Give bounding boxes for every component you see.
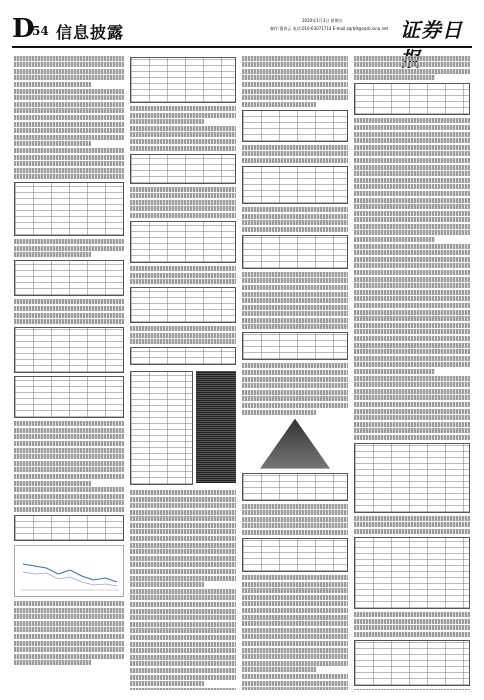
text-line: [242, 681, 348, 686]
text-line: [130, 628, 236, 633]
table: [130, 154, 236, 184]
section-title: 信息披露: [56, 23, 125, 42]
text-line: [14, 601, 124, 606]
text-line: [242, 305, 348, 310]
text-line: [354, 224, 470, 229]
text-line: [130, 187, 236, 192]
text-line: [130, 688, 236, 690]
text-line: [242, 62, 348, 67]
text-line: [242, 667, 316, 672]
text-line: [242, 601, 348, 606]
text-line: [354, 362, 470, 367]
text-line: [130, 200, 236, 205]
text-line: [14, 614, 124, 619]
text-line: [242, 82, 348, 87]
text-line: [354, 296, 470, 301]
text-line: [242, 628, 348, 633]
text-line: [130, 562, 236, 567]
text-line: [242, 69, 348, 74]
text-line: [354, 356, 470, 361]
text-line: [354, 257, 470, 262]
text-line: [354, 145, 470, 150]
table: [14, 260, 124, 296]
text-line: [354, 376, 470, 381]
pyramid-graphic: [260, 419, 330, 469]
text-line: [14, 252, 91, 257]
text-line: [242, 220, 348, 225]
table: [354, 640, 470, 686]
text-line: [130, 266, 236, 271]
text-line: [14, 306, 124, 311]
table: [14, 182, 124, 236]
text-line: [354, 336, 470, 341]
text-line: [130, 523, 236, 528]
text-line: [14, 434, 124, 439]
text-line: [14, 500, 124, 505]
text-line: [354, 349, 470, 354]
text-line: [130, 655, 236, 660]
text-line: [242, 89, 348, 94]
table: [242, 110, 348, 142]
text-line: [242, 504, 348, 509]
text-line: [14, 239, 124, 244]
text-line: [242, 634, 348, 639]
text-line: [242, 324, 348, 329]
text-line: [242, 56, 348, 61]
text-line: [130, 113, 236, 118]
text-line: [14, 654, 124, 659]
text-line: [14, 62, 124, 67]
text-line: [14, 494, 124, 499]
text-line: [354, 689, 470, 690]
text-line: [14, 75, 124, 80]
text-line: [130, 132, 236, 137]
text-line: [242, 102, 316, 107]
text-line: [354, 62, 470, 67]
text-line: [14, 155, 124, 160]
column-1: [14, 54, 124, 690]
text-line: [242, 151, 348, 156]
text-line: [354, 619, 470, 624]
text-line: [354, 389, 470, 394]
text-line: [242, 575, 348, 580]
text-line: [130, 635, 236, 640]
text-line: [130, 193, 236, 198]
text-line: [354, 529, 470, 534]
table: [354, 83, 470, 115]
text-line: [354, 415, 470, 420]
table: [130, 287, 236, 323]
text-line: [354, 178, 470, 183]
text-line: [242, 292, 348, 297]
text-line: [354, 395, 470, 400]
text-line: [14, 122, 124, 127]
text-line: [130, 503, 236, 508]
text-line: [130, 273, 236, 278]
text-line: [14, 428, 124, 433]
table: [242, 473, 348, 501]
text-line: [354, 369, 435, 374]
table: [242, 332, 348, 360]
text-line: [242, 207, 348, 212]
dark-block: [196, 371, 236, 483]
text-line: [14, 441, 124, 446]
text-line: [130, 510, 236, 515]
text-line: [354, 237, 435, 242]
text-line: [354, 132, 470, 137]
text-line: [14, 174, 124, 179]
text-line: [130, 602, 236, 607]
text-line: [242, 530, 348, 535]
text-line: [130, 668, 236, 673]
table: [130, 371, 193, 485]
text-line: [14, 141, 91, 146]
table: [354, 537, 470, 609]
text-line: [354, 422, 470, 427]
text-line: [242, 608, 348, 613]
text-line: [354, 428, 470, 433]
text-line: [242, 377, 348, 382]
text-line: [130, 582, 204, 587]
table: [354, 443, 470, 513]
text-line: [242, 641, 348, 646]
text-line: [354, 69, 470, 74]
text-line: [130, 279, 236, 284]
text-line: [14, 161, 124, 166]
section-letter: D: [12, 14, 35, 44]
newspaper-logo: 证券日: [400, 18, 463, 42]
table: [242, 166, 348, 204]
text-line: [354, 402, 470, 407]
text-line: [14, 507, 124, 512]
table-with-dark-block: [130, 368, 236, 488]
table: [130, 347, 236, 365]
text-line: [242, 517, 348, 522]
text-line: [14, 627, 124, 632]
text-line: [14, 56, 124, 61]
text-line: [354, 165, 470, 170]
text-line: [354, 522, 470, 527]
text-line: [354, 184, 470, 189]
text-line: [130, 146, 236, 151]
text-line: [242, 582, 348, 587]
text-line: [14, 481, 91, 486]
text-line: [354, 191, 470, 196]
text-line: [130, 589, 236, 594]
text-line: [130, 543, 236, 548]
text-line: [130, 126, 236, 131]
text-line: [242, 648, 348, 653]
text-line: [130, 490, 236, 495]
text-line: [130, 549, 236, 554]
text-line: [242, 285, 348, 290]
text-line: [354, 211, 470, 216]
text-line: [242, 311, 348, 316]
text-line: [130, 609, 236, 614]
text-line: [242, 145, 348, 150]
table: [242, 538, 348, 572]
text-line: [130, 576, 236, 581]
text-line: [14, 454, 124, 459]
table: [130, 221, 236, 263]
text-line: [354, 277, 470, 282]
text-line: [130, 516, 236, 521]
text-line: [14, 641, 124, 646]
text-line: [354, 303, 470, 308]
text-line: [14, 634, 124, 639]
column-2: [130, 54, 236, 690]
text-line: [14, 95, 124, 100]
text-line: [242, 661, 348, 666]
text-line: [14, 319, 124, 324]
text-line: [354, 343, 470, 348]
text-line: [242, 390, 348, 395]
text-line: [14, 82, 91, 87]
text-line: [130, 213, 236, 218]
text-line: [130, 615, 236, 620]
text-line: [354, 151, 470, 156]
text-line: [354, 138, 470, 143]
text-line: [354, 230, 470, 235]
editor-line: 制作:董春云 电话:010-63071714 E-mail:zqrb9@zqrb.sina.net: [270, 26, 389, 31]
text-line: [14, 148, 124, 153]
table: [242, 235, 348, 269]
text-line: [14, 115, 124, 120]
text-line: [14, 621, 124, 626]
masthead: [12, 14, 474, 46]
column-3: [242, 54, 348, 690]
column-4: [354, 54, 470, 690]
text-line: [14, 421, 124, 426]
text-line: [242, 95, 348, 100]
text-line: [242, 654, 348, 659]
text-line: [130, 106, 236, 111]
text-line: [130, 536, 236, 541]
text-line: [130, 119, 204, 124]
text-line: [242, 410, 316, 415]
text-line: [354, 329, 470, 334]
text-line: [130, 326, 236, 331]
text-line: [14, 474, 124, 479]
text-line: [354, 612, 470, 617]
text-line: [242, 298, 348, 303]
text-line: [14, 467, 124, 472]
text-line: [130, 681, 204, 686]
text-line: [242, 272, 348, 277]
text-line: [14, 108, 124, 113]
text-line: [130, 622, 236, 627]
text-line: [242, 227, 348, 232]
text-line: [242, 523, 348, 528]
text-line: [242, 75, 348, 80]
text-line: [354, 125, 470, 130]
text-line: [130, 139, 236, 144]
text-line: [242, 595, 348, 600]
section-number: 54: [32, 24, 49, 38]
text-line: [354, 435, 470, 440]
text-line: [14, 69, 124, 74]
text-line: [130, 529, 236, 534]
text-line: [242, 158, 348, 163]
text-line: [354, 263, 470, 268]
text-line: [354, 310, 470, 315]
text-line: [14, 128, 124, 133]
text-line: [242, 318, 348, 323]
text-line: [354, 409, 470, 414]
text-line: [354, 158, 470, 163]
text-line: [354, 171, 470, 176]
text-line: [354, 632, 470, 637]
text-line: [130, 648, 236, 653]
text-line: [242, 278, 348, 283]
table: [130, 57, 236, 103]
text-line: [14, 135, 124, 140]
date-line: 2020年1月3日 星期五: [302, 18, 343, 23]
text-line: [130, 569, 236, 574]
text-line: [130, 333, 236, 338]
text-line: [354, 316, 470, 321]
table: [14, 515, 124, 541]
text-line: [130, 661, 236, 666]
text-line: [242, 674, 348, 679]
text-line: [242, 510, 348, 515]
text-line: [14, 313, 124, 318]
text-line: [354, 250, 470, 255]
text-line: [130, 642, 236, 647]
text-line: [242, 363, 348, 368]
line-chart-figure: [14, 545, 124, 597]
text-line: [242, 621, 348, 626]
text-line: [130, 595, 236, 600]
text-line: [242, 370, 348, 375]
header-rule: [12, 46, 472, 48]
text-line: [354, 75, 435, 80]
text-line: [242, 383, 348, 388]
text-line: [354, 118, 470, 123]
text-line: [242, 588, 348, 593]
text-line: [354, 283, 470, 288]
text-line: [130, 206, 236, 211]
text-line: [242, 687, 348, 690]
text-line: [14, 102, 124, 107]
text-line: [354, 270, 470, 275]
text-line: [14, 299, 124, 304]
text-line: [242, 396, 348, 401]
text-line: [130, 339, 236, 344]
text-line: [130, 497, 236, 502]
text-line: [354, 516, 470, 521]
text-line: [354, 323, 470, 328]
text-line: [14, 487, 124, 492]
text-line: [242, 214, 348, 219]
text-line: [354, 290, 470, 295]
text-line: [14, 89, 124, 94]
text-line: [354, 198, 470, 203]
text-line: [354, 56, 470, 61]
text-line: [354, 382, 470, 387]
text-line: [242, 403, 348, 408]
text-line: [242, 615, 348, 620]
text-line: [130, 675, 236, 680]
text-line: [354, 204, 470, 209]
text-line: [354, 625, 470, 630]
text-line: [14, 168, 124, 173]
text-line: [14, 660, 91, 665]
text-line: [14, 608, 124, 613]
text-line: [354, 217, 470, 222]
text-line: [14, 461, 124, 466]
text-line: [14, 246, 124, 251]
text-line: [14, 448, 124, 453]
text-line: [130, 556, 236, 561]
text-line: [14, 647, 124, 652]
text-line: [354, 244, 470, 249]
table: [14, 376, 124, 418]
table: [14, 327, 124, 373]
